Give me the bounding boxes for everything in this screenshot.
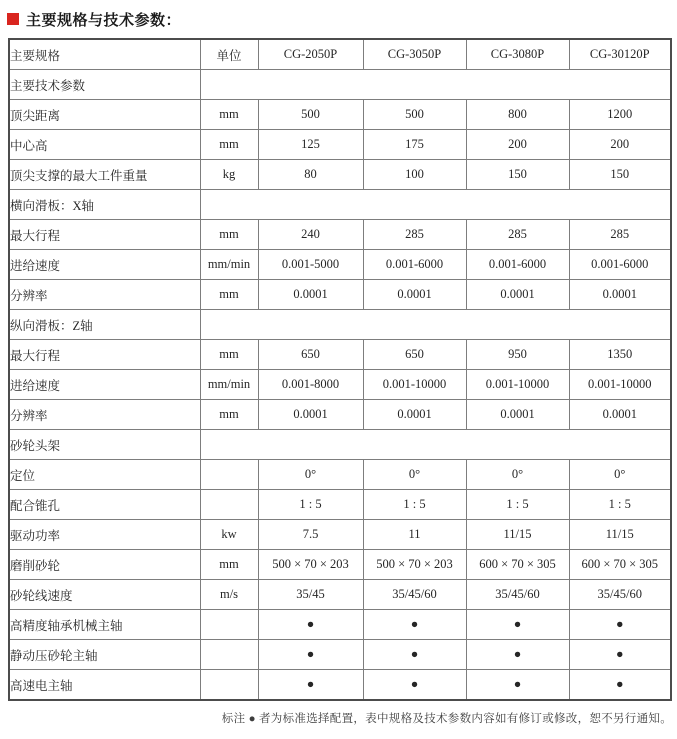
section-span-cell — [200, 310, 671, 340]
unit-cell: m/s — [200, 580, 258, 610]
value-cell: 285 — [569, 220, 671, 250]
row-label: 高精度轴承机械主轴 — [9, 610, 200, 640]
spec-table — [8, 38, 672, 701]
row-label: 高速电主轴 — [9, 670, 200, 701]
value-cell: 950 — [466, 340, 569, 370]
spec-table-head — [9, 39, 671, 70]
value-cell: 0° — [466, 460, 569, 490]
row-label: 进给速度 — [9, 250, 200, 280]
value-cell: 0.001-10000 — [569, 370, 671, 400]
value-cell: 0.0001 — [363, 280, 466, 310]
row-label: 顶尖距离 — [9, 100, 200, 130]
value-cell: 0.001-5000 — [258, 250, 363, 280]
value-cell: 240 — [258, 220, 363, 250]
value-cell: 500 × 70 × 203 — [258, 550, 363, 580]
table-row — [9, 640, 671, 670]
value-cell: 0° — [569, 460, 671, 490]
value-cell: 150 — [466, 160, 569, 190]
value-cell: 35/45/60 — [363, 580, 466, 610]
value-cell: 0.0001 — [258, 280, 363, 310]
unit-cell: kg — [200, 160, 258, 190]
unit-cell — [200, 460, 258, 490]
row-label: 横向滑板：X轴 — [9, 190, 200, 220]
row-label: 最大行程 — [9, 340, 200, 370]
column-header: CG-3050P — [363, 39, 466, 70]
standard-option-dot: ● — [363, 610, 466, 640]
value-cell: 500 — [363, 100, 466, 130]
unit-cell — [200, 640, 258, 670]
unit-cell: mm — [200, 100, 258, 130]
standard-option-dot: ● — [466, 640, 569, 670]
value-cell: 80 — [258, 160, 363, 190]
spec-table-body — [9, 70, 671, 701]
unit-cell: mm — [200, 340, 258, 370]
unit-cell: mm — [200, 400, 258, 430]
value-cell: 800 — [466, 100, 569, 130]
unit-cell — [200, 610, 258, 640]
standard-option-dot: ● — [569, 610, 671, 640]
section-span-cell — [200, 190, 671, 220]
value-cell: 285 — [363, 220, 466, 250]
value-cell: 500 — [258, 100, 363, 130]
value-cell: 1200 — [569, 100, 671, 130]
row-label: 驱动功率 — [9, 520, 200, 550]
value-cell: 0.0001 — [258, 400, 363, 430]
table-row — [9, 160, 671, 190]
row-label: 砂轮线速度 — [9, 580, 200, 610]
table-row — [9, 670, 671, 701]
section-row — [9, 310, 671, 340]
value-cell: 0.001-6000 — [466, 250, 569, 280]
page-title: 主要规格与技术参数： — [26, 11, 182, 29]
row-label: 中心高 — [9, 130, 200, 160]
section-title-row — [0, 0, 677, 31]
value-cell: 0° — [363, 460, 466, 490]
section-row — [9, 430, 671, 460]
unit-cell: mm/min — [200, 250, 258, 280]
unit-cell: mm — [200, 220, 258, 250]
header-row — [9, 39, 671, 70]
red-square-bullet-icon — [7, 13, 19, 25]
footnote: 标注 ● 者为标准选择配置，表中规格及技术参数内容如有修订或修改，恕不另行通知。 — [221, 713, 672, 725]
value-cell: 600 × 70 × 305 — [569, 550, 671, 580]
table-row — [9, 100, 671, 130]
value-cell: 100 — [363, 160, 466, 190]
value-cell: 7.5 — [258, 520, 363, 550]
row-label: 分辨率 — [9, 400, 200, 430]
section-span-cell — [200, 70, 671, 100]
table-row — [9, 400, 671, 430]
unit-cell — [200, 490, 258, 520]
value-cell: 0.0001 — [569, 280, 671, 310]
value-cell: 285 — [466, 220, 569, 250]
value-cell: 650 — [363, 340, 466, 370]
table-row — [9, 580, 671, 610]
row-label: 最大行程 — [9, 220, 200, 250]
value-cell: 650 — [258, 340, 363, 370]
value-cell: 0.0001 — [569, 400, 671, 430]
value-cell: 1 : 5 — [569, 490, 671, 520]
value-cell: 600 × 70 × 305 — [466, 550, 569, 580]
row-label: 主要技术参数 — [9, 70, 200, 100]
value-cell: 1 : 5 — [258, 490, 363, 520]
row-label: 砂轮头架 — [9, 430, 200, 460]
table-row — [9, 370, 671, 400]
column-header: 主要规格 — [9, 39, 200, 70]
table-row — [9, 490, 671, 520]
value-cell: 35/45/60 — [569, 580, 671, 610]
table-row — [9, 250, 671, 280]
unit-cell: kw — [200, 520, 258, 550]
table-row — [9, 280, 671, 310]
table-row — [9, 130, 671, 160]
unit-cell: mm — [200, 280, 258, 310]
column-header: CG-2050P — [258, 39, 363, 70]
value-cell: 1 : 5 — [466, 490, 569, 520]
row-label: 分辨率 — [9, 280, 200, 310]
value-cell: 11/15 — [569, 520, 671, 550]
row-label: 定位 — [9, 460, 200, 490]
column-header: CG-3080P — [466, 39, 569, 70]
standard-option-dot: ● — [363, 670, 466, 701]
row-label: 顶尖支撑的最大工件重量 — [9, 160, 200, 190]
value-cell: 0.001-8000 — [258, 370, 363, 400]
unit-cell — [200, 670, 258, 701]
section-span-cell — [200, 430, 671, 460]
section-row — [9, 190, 671, 220]
value-cell: 0.001-6000 — [363, 250, 466, 280]
row-label: 静动压砂轮主轴 — [9, 640, 200, 670]
value-cell: 0.001-10000 — [363, 370, 466, 400]
unit-cell: mm — [200, 550, 258, 580]
value-cell: 1350 — [569, 340, 671, 370]
standard-option-dot: ● — [258, 640, 363, 670]
row-label: 纵向滑板：Z轴 — [9, 310, 200, 340]
value-cell: 175 — [363, 130, 466, 160]
value-cell: 125 — [258, 130, 363, 160]
standard-option-dot: ● — [363, 640, 466, 670]
row-label: 进给速度 — [9, 370, 200, 400]
value-cell: 150 — [569, 160, 671, 190]
table-row — [9, 220, 671, 250]
value-cell: 35/45 — [258, 580, 363, 610]
standard-option-dot: ● — [466, 670, 569, 701]
value-cell: 0.0001 — [466, 400, 569, 430]
table-row — [9, 550, 671, 580]
value-cell: 35/45/60 — [466, 580, 569, 610]
standard-option-dot: ● — [466, 610, 569, 640]
table-row — [9, 340, 671, 370]
value-cell: 0° — [258, 460, 363, 490]
standard-option-dot: ● — [258, 670, 363, 701]
table-row — [9, 520, 671, 550]
value-cell: 200 — [466, 130, 569, 160]
value-cell: 0.0001 — [466, 280, 569, 310]
value-cell: 500 × 70 × 203 — [363, 550, 466, 580]
standard-option-dot: ● — [569, 670, 671, 701]
table-row — [9, 460, 671, 490]
table-row — [9, 610, 671, 640]
section-row — [9, 70, 671, 100]
value-cell: 11/15 — [466, 520, 569, 550]
value-cell: 0.001-10000 — [466, 370, 569, 400]
value-cell: 200 — [569, 130, 671, 160]
row-label: 磨削砂轮 — [9, 550, 200, 580]
column-header: CG-30120P — [569, 39, 671, 70]
unit-cell: mm — [200, 130, 258, 160]
value-cell: 0.0001 — [363, 400, 466, 430]
row-label: 配合锥孔 — [9, 490, 200, 520]
column-header: 单位 — [200, 39, 258, 70]
value-cell: 1 : 5 — [363, 490, 466, 520]
value-cell: 0.001-6000 — [569, 250, 671, 280]
unit-cell: mm/min — [200, 370, 258, 400]
standard-option-dot: ● — [258, 610, 363, 640]
value-cell: 11 — [363, 520, 466, 550]
standard-option-dot: ● — [569, 640, 671, 670]
